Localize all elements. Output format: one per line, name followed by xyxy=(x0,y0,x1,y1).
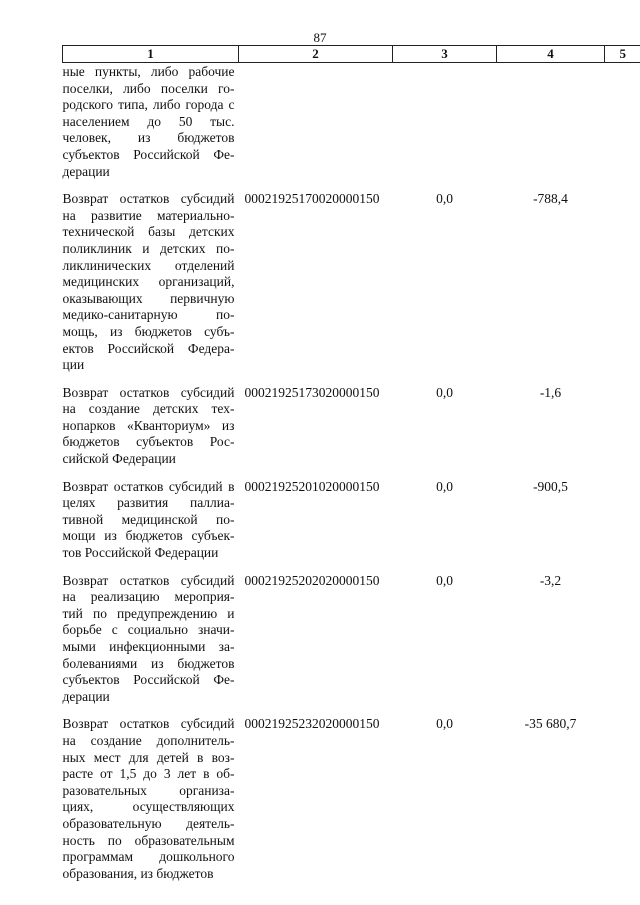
desc-line: в целях развития паллиа- xyxy=(62,478,235,511)
desc-line: технической базы детских xyxy=(62,224,235,240)
column-header-2: 2 xyxy=(239,46,393,63)
desc-line: ликлинических отделений xyxy=(62,257,235,273)
desc-line: мощи из бюджетов субъек- xyxy=(62,528,235,544)
row-col5 xyxy=(605,477,640,571)
desc-line: образования, из бюджетов xyxy=(62,865,214,881)
page-number: 87 xyxy=(313,30,327,45)
desc-line: борьбе с социально значи- xyxy=(62,622,235,638)
desc-line: субъектов Российской Фе- xyxy=(62,672,235,688)
desc-line: тий по предупреждению и xyxy=(62,605,235,621)
column-header-4: 4 xyxy=(497,46,605,63)
table-row xyxy=(63,477,640,571)
row-col4: -35 680,7 xyxy=(524,716,577,732)
desc-line: разовательных организа- xyxy=(62,782,235,798)
row-col4: -788,4 xyxy=(533,191,568,207)
row-description xyxy=(63,63,239,190)
desc-line: с населением до 50 тыс. xyxy=(62,97,235,129)
desc-line: медицинских организаций, xyxy=(62,274,235,290)
row-col3: 0,0 xyxy=(436,384,453,400)
desc-line: болеваниями из бюджетов xyxy=(62,655,235,671)
row-col5 xyxy=(605,571,640,715)
desc-line: ектов Российской Федера- xyxy=(62,340,235,356)
column-header-3: 3 xyxy=(393,46,497,63)
table-row xyxy=(63,383,640,477)
column-header-5: 5 xyxy=(605,46,640,63)
row-description xyxy=(63,477,239,571)
desc-line: Возврат остатков субсидий xyxy=(62,478,223,494)
table-row-continuation xyxy=(63,63,640,190)
row-col4: -900,5 xyxy=(533,478,568,494)
desc-line: родского типа, либо города xyxy=(62,97,224,113)
row-col4: -3,2 xyxy=(539,572,562,588)
desc-line: расте от 1,5 до 3 лет в об- xyxy=(62,766,235,782)
desc-line: на реализацию мероприя- xyxy=(62,589,235,605)
desc-line: человек, из бюджетов xyxy=(62,130,235,146)
desc-line: сийской Федерации xyxy=(62,451,176,467)
desc-line: Возврат остатков субсидий xyxy=(62,572,235,588)
row-description xyxy=(63,383,239,477)
desc-line: поселки, либо поселки го- xyxy=(62,80,235,96)
row-description xyxy=(63,571,239,715)
row-code: 00021925170020000150 xyxy=(244,191,380,207)
desc-line: Возврат остатков субсидий xyxy=(62,716,235,732)
desc-line: ные пункты, либо рабочие xyxy=(62,64,235,79)
row-col4: -1,6 xyxy=(539,384,562,400)
row-col3: 0,0 xyxy=(436,716,453,732)
row-col5 xyxy=(605,383,640,477)
desc-line: на создание дополнитель- xyxy=(62,732,235,748)
desc-line: оказывающих первичную xyxy=(62,290,235,306)
desc-line: Возврат остатков субсидий xyxy=(62,191,235,207)
row-code: 00021925201020000150 xyxy=(244,478,380,494)
desc-line: тивной медицинской по- xyxy=(62,511,235,527)
row-description xyxy=(63,189,239,383)
desc-line: нопарков «Кванториум» из xyxy=(62,417,235,433)
desc-line: дерации xyxy=(62,688,110,704)
table-row xyxy=(63,571,640,715)
desc-line: ность по образовательным xyxy=(62,832,235,848)
desc-line: на развитие материально- xyxy=(62,207,235,223)
desc-line: бюджетов субъектов Рос- xyxy=(62,434,235,450)
row-col3: 0,0 xyxy=(436,191,453,207)
desc-line: поликлиник и детских по- xyxy=(62,240,235,256)
desc-line: ции xyxy=(62,357,85,373)
row-description xyxy=(63,714,239,891)
desc-line: циях, осуществляющих xyxy=(62,799,235,815)
desc-line: мыми инфекционными за- xyxy=(62,639,235,654)
table-header-row xyxy=(63,46,640,63)
desc-line: Возврат остатков субсидий xyxy=(62,384,235,400)
row-code: 00021925232020000150 xyxy=(244,716,380,732)
row-col3: 0,0 xyxy=(436,478,453,494)
desc-line: образовательную деятель- xyxy=(62,815,235,831)
row-col5 xyxy=(605,714,640,891)
row-code: 00021925202020000150 xyxy=(244,572,380,588)
desc-line: мощь, из бюджетов субъ- xyxy=(62,323,235,339)
row-code: 00021925173020000150 xyxy=(244,384,380,400)
desc-line: дерации xyxy=(62,163,110,179)
table-row xyxy=(63,189,640,383)
budget-table xyxy=(62,45,640,891)
desc-line: программам дошкольного xyxy=(62,849,235,865)
desc-line: ных мест для детей в воз- xyxy=(62,749,235,765)
desc-line: тов Российской Федерации xyxy=(62,545,219,561)
table-row xyxy=(63,714,640,891)
desc-line: медико-санитарную по- xyxy=(62,307,235,323)
row-col3: 0,0 xyxy=(436,572,453,588)
column-header-1: 1 xyxy=(63,46,239,63)
desc-line: субъектов Российской Фе- xyxy=(62,146,235,162)
desc-line: на создание детских тех- xyxy=(62,401,235,417)
row-col5 xyxy=(605,189,640,383)
